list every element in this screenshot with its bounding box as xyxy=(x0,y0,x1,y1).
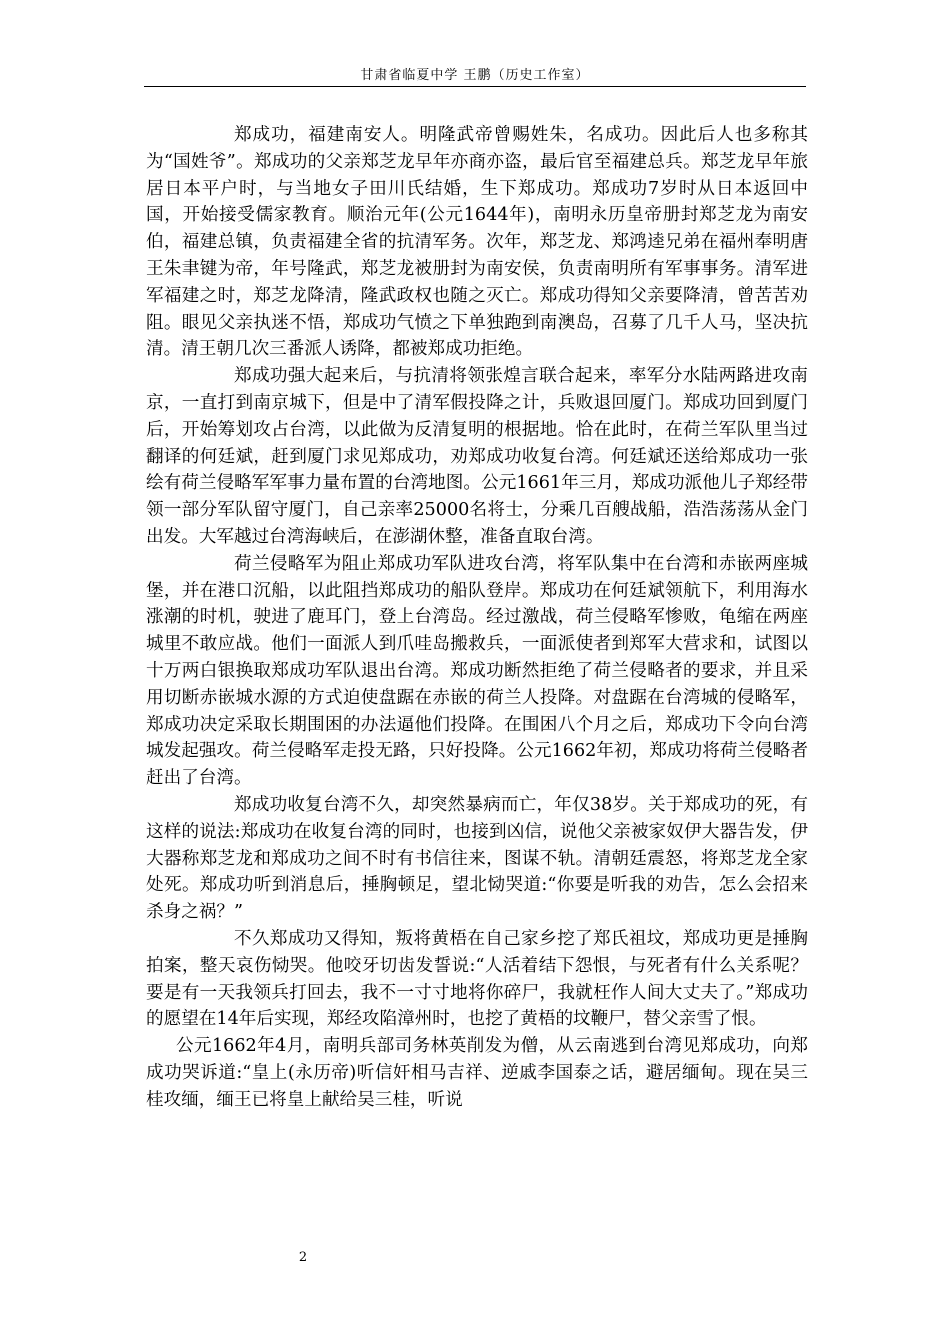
paragraph-4: 郑成功收复台湾不久，却突然暴病而亡，年仅38岁。关于郑成功的死，有这样的说法:郑成功在收复台湾的同时，也接到凶信，说他父亲被家奴伊大器告发，伊大器称郑芝龙和郑成功之间不时有书信往来，图谋不轨。清朝廷震怒，将郑芝龙全家处死。郑成功听到消息后，捶胸顿足，望北恸哭道:“你要是听我的劝告，怎么会招来杀身之祸？” xyxy=(146,794,808,923)
paragraph-3: 荷兰侵略军为阻止郑成功军队进攻台湾，将军队集中在台湾和赤嵌两座城堡，并在港口沉船，以此阻挡郑成功的船队登岸。郑成功在何廷斌领航下，利用海水涨潮的时机，驶进了鹿耳门，登上台湾岛。经过激战，荷兰侵略军惨败，龟缩在两座城里不敢应战。他们一面派人到爪哇岛搬救兵，一面派使者到郑军大营求和，试图以十万两白银换取郑成功军队退出台湾。郑成功断然拒绝了荷兰侵略者的要求，并且采用切断赤嵌城水源的方式迫使盘踞在赤嵌的荷兰人投降。对盘踞在台湾城的侵略军，郑成功决定采取长期围困的办法逼他们投降。在围困八个月之后，郑成功下令向台湾城发起强攻。荷兰侵略军走投无路，只好投降。公元1662年初，郑成功将荷兰侵略者赶出了台湾。 xyxy=(146,553,808,789)
paragraph-5: 不久郑成功又得知，叛将黄梧在自己家乡挖了郑氏祖坟，郑成功更是捶胸拍案，整天哀伤恸哭。他咬牙切齿发誓说:“人活着结下怨恨，与死者有什么关系呢？要是有一天我领兵打回去，我不一寸寸地将你碎尸，我就枉作人间大丈夫了。”郑成功的愿望在14年后实现，郑经攻陷漳州时，也挖了黄梧的坟鞭尸，替父亲雪了恨。 xyxy=(146,928,808,1030)
header-rule xyxy=(144,86,806,87)
paragraph-6: 公元1662年4月，南明兵部司务林英削发为僧，从云南逃到台湾见郑成功，向郑成功哭诉道:“皇上(永历帝)听信奸相马吉祥、逆戚李国泰之话，避居缅甸。现在吴三桂攻缅，缅王已将皇上献给吴三桂，听说 xyxy=(146,1036,808,1110)
document-body xyxy=(146,122,808,1113)
paragraph-1: 郑成功，福建南安人。明隆武帝曾赐姓朱，名成功。因此后人也多称其为“国姓爷”。郑成功的父亲郑芝龙早年亦商亦盗，最后官至福建总兵。郑芝龙早年旅居日本平户时，与当地女子田川氏结婚，生下郑成功。郑成功7岁时从日本返回中国，开始接受儒家教育。顺治元年(公元1644年)，南明永历皇帝册封郑芝龙为南安伯，福建总镇，负责福建全省的抗清军务。次年，郑芝龙、郑鸿逵兄弟在福州奉明唐王朱聿键为帝，年号隆武，郑芝龙被册封为南安侯，负责南明所有军事事务。清军进军福建之时，郑芝龙降清，隆武政权也随之灭亡。郑成功得知父亲要降清，曾苦苦劝阻。眼见父亲执迷不悟，郑成功气愤之下单独跑到南澳岛，召募了几千人马，坚决抗清。清王朝几次三番派人诱降，都被郑成功拒绝。 xyxy=(146,125,808,360)
paragraph-2: 郑成功强大起来后，与抗清将领张煌言联合起来，率军分水陆两路进攻南京，一直打到南京城下，但是中了清军假投降之计，兵败退回厦门。郑成功回到厦门后，开始筹划攻占台湾，以此做为反清复明的根据地。恰在此时，在荷兰军队里当过翻译的何廷斌，赶到厦门求见郑成功，劝郑成功收复台湾。何廷斌还送给郑成功一张绘有荷兰侵略军军事力量布置的台湾地图。公元1661年三月，郑成功派他儿子郑经带领一部分军队留守厦门，自己亲率25000名将士，分乘几百艘战船，浩浩荡荡从金门出发。大军越过台湾海峡后，在澎湖休整，准备直取台湾。 xyxy=(146,366,808,547)
page-header: 甘肃省临夏中学 王鹏（历史工作室） xyxy=(360,68,590,83)
page-number: 2 xyxy=(298,1250,308,1265)
